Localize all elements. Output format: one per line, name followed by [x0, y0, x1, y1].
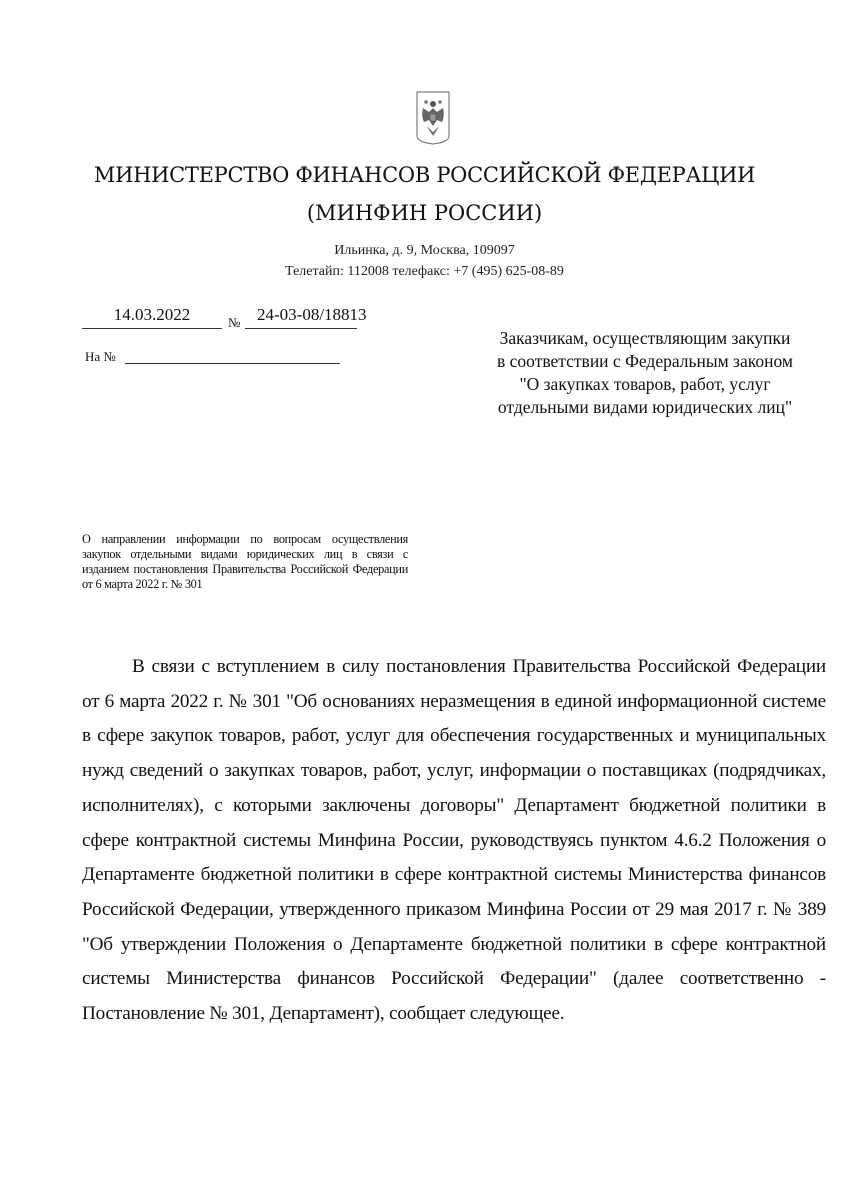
ministry-short-name: (МИНФИН РОССИИ)	[306, 201, 543, 225]
addressee-line: Заказчикам, осуществляющим закупки	[499, 328, 791, 348]
addressee-block	[455, 327, 835, 419]
coat-of-arms-icon	[415, 90, 451, 146]
ministry-address: Ильинка, д. 9, Москва, 109097	[334, 243, 515, 258]
addressee-line: в соответствии с Федеральным законом	[497, 351, 793, 371]
addressee-line: отдельными видами юридических лиц"	[497, 397, 793, 417]
reference-label: На №	[85, 349, 116, 364]
number-sign: №	[228, 315, 241, 330]
letter-date: 14.03.2022	[82, 305, 222, 329]
addressee-line: "О закупках товаров, работ, услуг	[519, 374, 771, 394]
letter-number: 24-03-08/18813	[245, 305, 357, 329]
reference-number-line	[125, 362, 340, 364]
letter-subject: О направлении информации по вопросам осуществления закупок отдельными видами юридических лиц в связи с изданием постановления Правительства Российской Федерации от 6 марта 2022 г. № 301	[82, 532, 408, 591]
ministry-contacts: Телетайп: 112008 телефакс: +7 (495) 625-08-89	[285, 264, 564, 279]
ministry-name: МИНИСТЕРСТВО ФИНАНСОВ РОССИЙСКОЙ ФЕДЕРАЦИИ	[93, 163, 756, 187]
body-paragraph: В связи с вступлением в силу постановления Правительства Российской Федерации от 6 марта 2022 г. № 301 "Об основаниях неразмещения в единой информационной системе в сфере закупок товаров, работ, услуг для обеспечения государственных и муниципальных нужд сведений о закупках товаров, работ, услуг, информации о поставщиках (подрядчиках, исполнителях), с которыми заключены договоры" Департамент бюджетной политики в сфере контрактной системы Минфина России, руководствуясь пунктом 4.6.2 Положения о Департаменте бюджетной политики в сфере контрактной системы Министерства финансов Российской Федерации, утвержденного приказом Минфина России от 29 мая 2017 г. № 389 "Об утверждении Положения о Департаменте бюджетной политики в сфере контрактной системы Министерства финансов Российской Федерации" (далее соответственно - Постановление № 301, Департамент), сообщает следующее.	[82, 656, 826, 1025]
letter-body	[82, 650, 826, 1032]
